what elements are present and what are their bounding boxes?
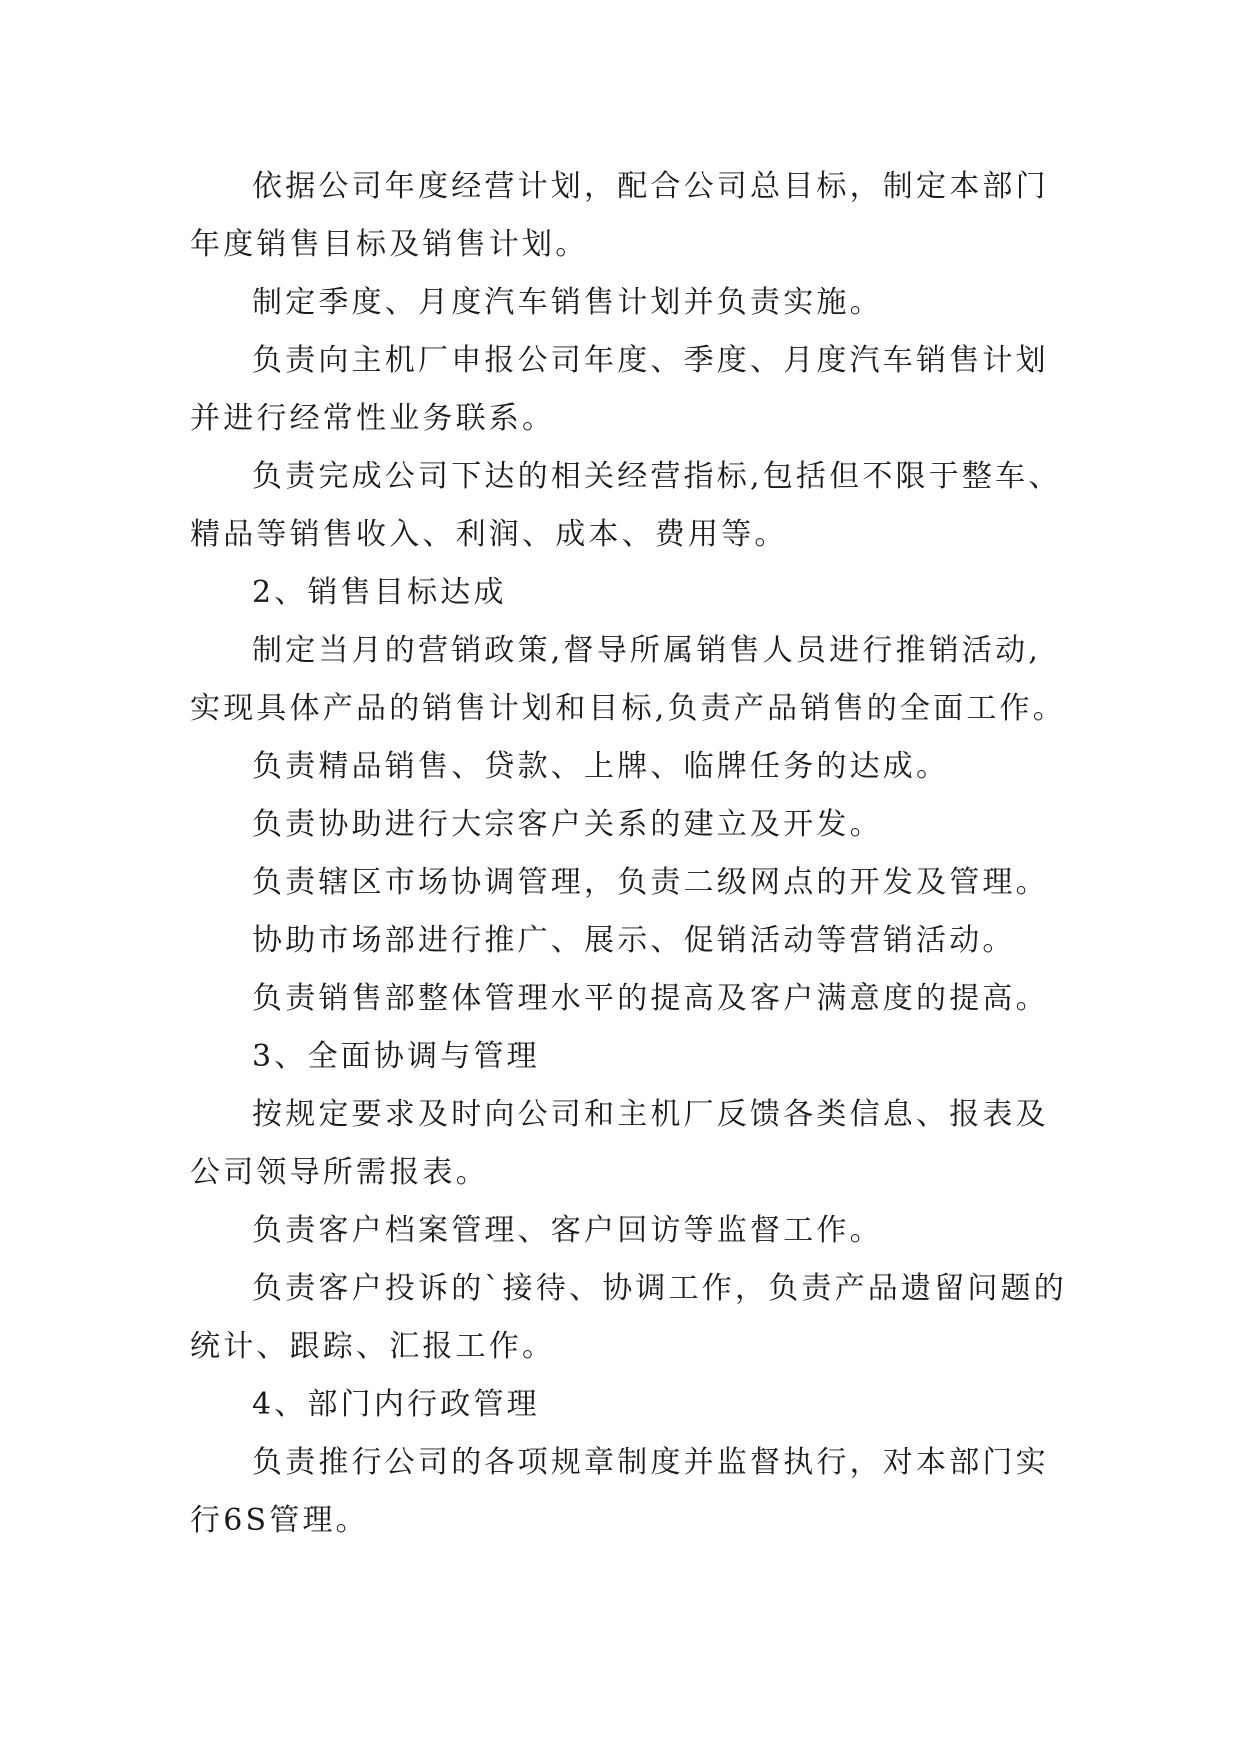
paragraph-satisfaction: 负责销售部整体管理水平的提高及客户满意度的提高。 [252,981,1049,1016]
paragraph-reporting: 按规定要求及时向公司和主机厂反馈各类信息、报表及公司领导所需报表。 [190,1097,1049,1190]
section-heading-sales-targets: 2、销售目标达成 [252,575,507,610]
paragraph-marketing-policy: 制定当月的营销政策,督导所属销售人员进行推销活动,实现具体产品的销售计划和目标,负责产品销售的全面工作。 [190,633,1066,726]
paragraph-customer-files: 负责客户档案管理、客户回访等监督工作。 [252,1213,883,1248]
section-heading-administration: 4、部门内行政管理 [252,1387,540,1422]
paragraph-key-accounts: 负责协助进行大宗客户关系的建立及开发。 [252,807,883,842]
paragraph-district-management: 负责辖区市场协调管理，负责二级网点的开发及管理。 [252,865,1049,900]
paragraph-manufacturer-report: 负责向主机厂申报公司年度、季度、月度汽车销售计划并进行经常性业务联系。 [190,343,1049,436]
section-heading-coordination: 3、全面协调与管理 [252,1039,540,1074]
paragraph-business-indicators: 负责完成公司下达的相关经营指标,包括但不限于整车、精品等销售收入、利润、成本、费用等。 [190,459,1062,552]
paragraph-regulations: 负责推行公司的各项规章制度并监督执行，对本部门实行6S管理。 [190,1445,1049,1538]
paragraph-complaints: 负责客户投诉的`接待、协调工作，负责产品遗留问题的统计、跟踪、汇报工作。 [190,1271,1067,1364]
paragraph-quarterly-plan: 制定季度、月度汽车销售计划并负责实施。 [252,285,883,320]
paragraph-annual-plan: 依据公司年度经营计划，配合公司总目标，制定本部门年度销售目标及销售计划。 [190,169,1049,262]
document-body [190,158,1070,1550]
paragraph-boutique-sales: 负责精品销售、贷款、上牌、临牌任务的达成。 [252,749,950,784]
paragraph-promotion: 协助市场部进行推广、展示、促销活动等营销活动。 [252,923,1016,958]
